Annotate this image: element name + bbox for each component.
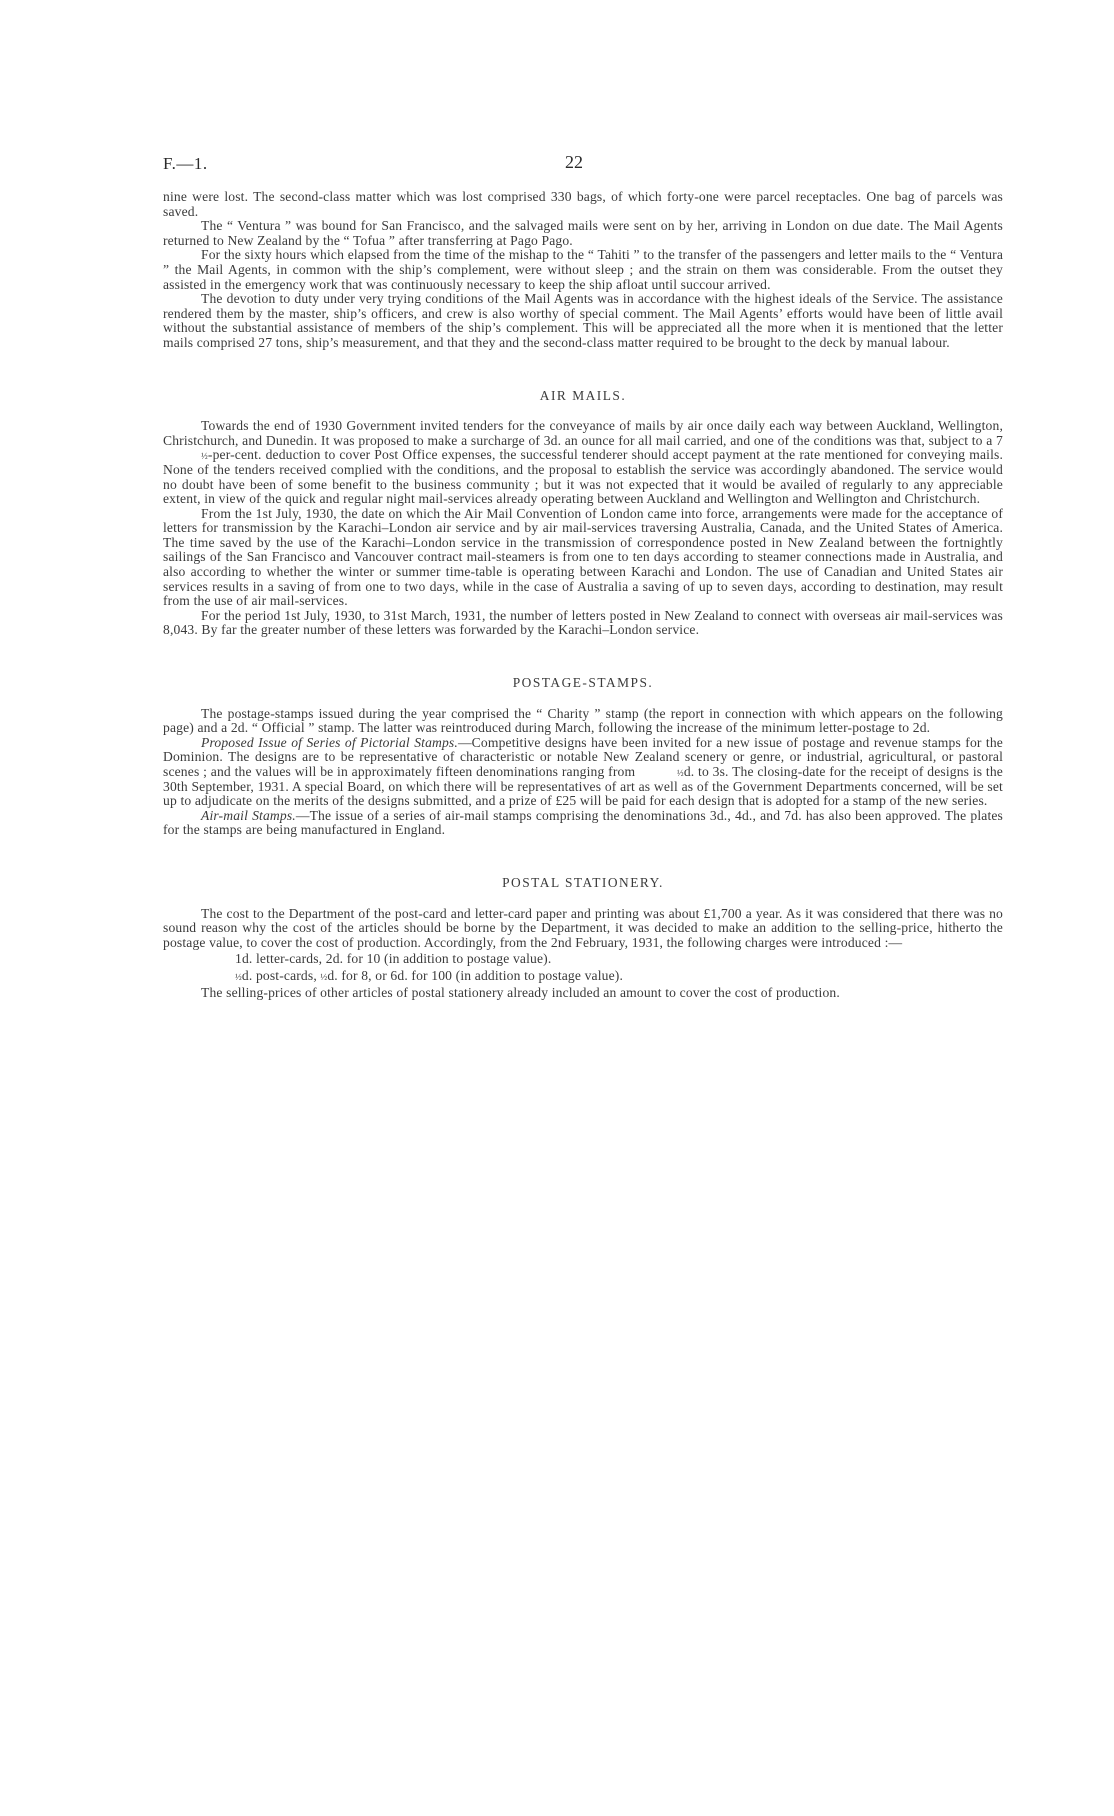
fraction-half: ½ (201, 451, 208, 462)
intro-paragraph-3: For the sixty hours which elapsed from the time of the mishap to the “ Tahiti ” to the transfer of the passengers and letter mails to the “ Ventura ” the Mail Agents, in common with the ship’s complement, were without sleep ; and the strain on them was considerable. From the outset they assisted in the emergency work that was continuously necessary to keep the ship afloat until succour arrived. (163, 247, 1003, 292)
air-mails-paragraph-1: Towards the end of 1930 Government invited tenders for the conveyance of mails by air once daily each way between Auckland, Wellington, Christchurch, and Dunedin. It was proposed to make a surcharge of 3d. an ounce for all mail carried, and one of the conditions was that, subject to a 7½-per-cent. deduction to cover Post Office expenses, the successful tenderer should accept payment at the rate mentioned for conveying mails. None of the tenders received complied with the conditions, and the proposal to establish the service was accordingly abandoned. The service would no doubt have been of some benefit to the business community ; but it was not expected that it would be availed of regularly to any appreciable extent, in view of the quick and regular night mail-services already operating between Auckland and Wellington and Wellington and Christchurch. (163, 418, 1003, 507)
section-title-postage-stamps: POSTAGE-STAMPS. (512, 675, 654, 691)
postage-stamps-paragraph-3: Air-mail Stamps.—The issue of a series of air-mail stamps comprising the denominations 3d., 4d., and 7d. has also been approved. The plates for the stamps are being manufactured in England. (163, 807, 1003, 838)
pictorial-stamps-heading: Proposed Issue of Series of Pictorial Stamps. (201, 734, 458, 750)
postage-stamps-paragraph-1: The postage-stamps issued during the year comprised the “ Charity ” stamp (the report in connection with which appears on the following page) and a 2d. “ Official ” stamp. The latter was reintroduced during March, following the increase of the minimum letter-postage to 2d. (163, 705, 1003, 736)
intro-paragraph-2: The “ Ventura ” was bound for San Francisco, and the salvaged mails were sent on by her, arriving in London on due date. The Mail Agents returned to New Zealand by the “ Tofua ” after transferring at Pago Pago. (163, 218, 1003, 248)
document-reference: F.—1. (163, 154, 208, 173)
document-page (163, 152, 1003, 1792)
air-mail-stamps-heading: Air-mail Stamps. (201, 807, 296, 823)
charge-item-letter-cards: 1d. letter-cards, 2d. for 10 (in addition to postage value). (235, 951, 552, 967)
intro-paragraph-1: nine were lost. The second-class matter which was lost comprised 330 bags, of which forty-one were parcel receptacles. One bag of parcels was saved. (163, 189, 1003, 219)
page-number: 22 (565, 152, 583, 172)
document-body (163, 190, 1003, 1000)
running-header (163, 152, 1003, 182)
air-mails-paragraph-2: From the 1st July, 1930, the date on which the Air Mail Convention of London came into force, arrangements were made for the acceptance of letters for transmission by the Karachi–London air service and by air mail-services traversing Australia, Canada, and the United States of America. The time saved by the use of the Karachi–London service in the transmission of correspondence posted in New Zealand between the fortnightly sailings of the San Francisco and Vancouver contract mail-steamers is from one to ten days according to steamer connections made in Australia, and also according to whether the winter or summer time-table is operating between Karachi and London. The use of Canadian and United States air services results in a saving of from one to two days, while in the case of Australia a saving of up to seven days, according to destination, may result from the use of air mail-services. (163, 505, 1003, 609)
section-title-postal-stationery: POSTAL STATIONERY. (502, 874, 664, 890)
intro-paragraph-4: The devotion to duty under very trying conditions of the Mail Agents was in accordance with the highest ideals of the Service. The assistance rendered them by the master, ship’s officers, and crew is also worthy of special comment. The Mail Agents’ efforts would have been of little avail without the substantial assistance of members of the ship’s complement. This will be appreciated all the more when it is mentioned that the letter mails comprised 27 tons, ship’s measurement, and that they and the second-class matter required to be brought to the deck by manual labour. (163, 291, 1003, 350)
postal-stationery-paragraph-2: The selling-prices of other articles of postal stationery already included an amount to cover the cost of production. (201, 984, 840, 1000)
fraction-half: ½ (676, 767, 684, 778)
postage-stamps-paragraph-2: Proposed Issue of Series of Pictorial Stamps.—Competitive designs have been invited for a new issue of postage and revenue stamps for the Dominion. The designs are to be representative of characteristic or notable New Zealand scenery or genre, or industrial, agricultural, or pastoral scenes ; and the values will be in approximately fifteen denominations ranging from ½d. to 3s. The closing-date for the receipt of designs is the 30th September, 1931. A special Board, on which there will be representatives of art as well as of the Government Departments concerned, will be set up to adjudicate on the merits of the designs submitted, and a prize of £25 will be paid for each design that is adopted for a stamp of the new series. (163, 734, 1003, 809)
postal-stationery-paragraph-1: The cost to the Department of the post-card and letter-card paper and printing was about £1,700 a year. As it was considered that there was no sound reason why the cost of the articles should be borne by the Department, it was decided to make an addition to the selling-price, hitherto the postage value, to cover the cost of production. Accordingly, from the 2nd February, 1931, the following charges were introduced :— (163, 905, 1003, 950)
section-title-air-mails: AIR MAILS. (539, 387, 627, 403)
fraction-half: ½ (320, 971, 328, 982)
air-mails-paragraph-3: For the period 1st July, 1930, to 31st March, 1931, the number of letters posted in New Zealand to connect with overseas air mail-services was 8,043. By far the greater number of these letters was forwarded by the Karachi–London service. (163, 607, 1003, 638)
charge-item-post-cards: ½d. post-cards, ½d. for 8, or 6d. for 100 (in addition to postage value). (235, 967, 624, 983)
fraction-half: ½ (235, 971, 242, 982)
